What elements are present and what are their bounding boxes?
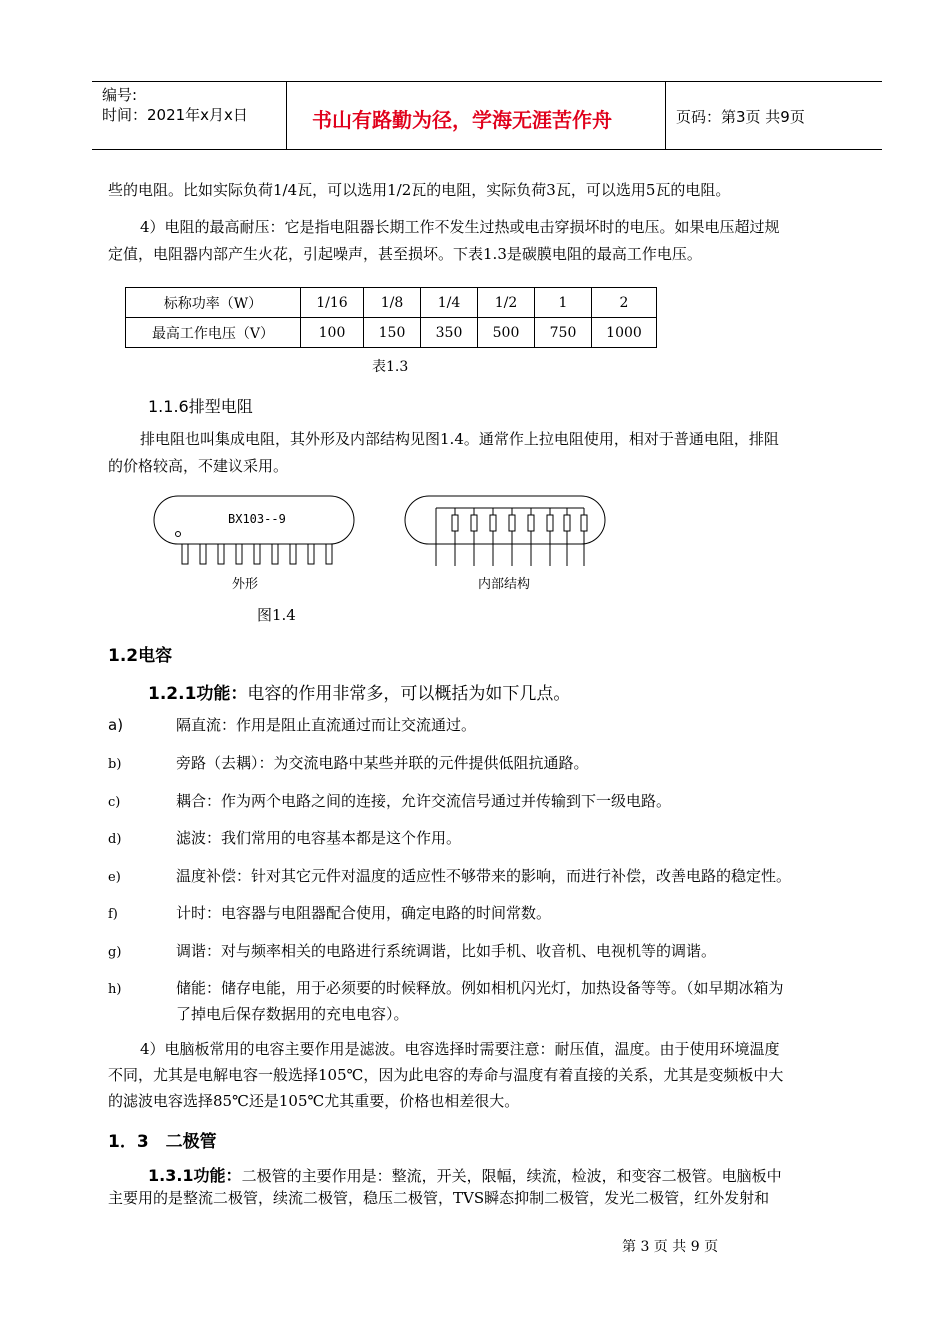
paragraph-4-line-3: 的滤波电容选择85℃还是105℃尤其重要，价格也相差很大。	[108, 1092, 520, 1110]
header-bottom-rule	[92, 149, 882, 150]
internal-resistors	[436, 508, 587, 566]
paragraph-4-line-1: 4）电脑板常用的电容主要作用是滤波。电容选择时需要注意：耐压值，温度。由于使用环境温度	[140, 1040, 780, 1058]
list-item: c) 耦合：作为两个电路之间的连接，允许交流信号通过并传输到下一级电路。	[108, 792, 672, 810]
header-motto: 书山有路勤为径，学海无涯苦作舟	[312, 108, 612, 132]
chip-label: BX103--9	[228, 512, 286, 526]
paragraph-2-line-1: 4）电阻的最高耐压：它是指电阻器长期工作不发生过热或电击穿损坏时的电压。如果电压超过规	[140, 218, 780, 236]
list-item: d) 滤波：我们常用的电容基本都是这个作用。	[108, 829, 462, 847]
heading-1-2-1	[148, 679, 570, 704]
table-cell: 1	[535, 288, 592, 318]
header-top-rule	[92, 81, 882, 82]
list-item-continuation: 了掉电后保存数据用的充电电容）。	[176, 1005, 409, 1023]
table-row	[126, 318, 657, 348]
heading-1-2-1-bold: 1.2.1功能：	[148, 684, 248, 704]
header-serial-label: 编号:	[102, 86, 138, 104]
table-cell: 1/8	[364, 288, 421, 318]
header-divider-right	[665, 81, 666, 149]
table-cell: 标称功率（W）	[126, 288, 301, 318]
table-cell: 最高工作电压（V）	[126, 318, 301, 348]
heading-1-2-1-text: 电容的作用非常多，可以概括为如下几点。	[247, 684, 571, 704]
list-item: b) 旁路（去耦）：为交流电路中某些并联的元件提供低阻抗通路。	[108, 754, 589, 772]
paragraph-2-line-2: 定值，电阻器内部产生火花，引起噪声，甚至损坏。下表1.3是碳膜电阻的最高工作电压。	[108, 245, 702, 263]
voltage-table	[125, 287, 657, 348]
list-item: h) 储能：储存电能，用于必须要的时候释放。例如相机闪光灯，加热设备等等。（如早期冰箱为	[108, 979, 784, 997]
table-cell: 2	[592, 288, 657, 318]
header-page-label: 页码：第3页 共9页	[676, 108, 805, 126]
heading-1-3-1-text: 二极管的主要作用是：整流，开关，限幅，续流，检波，和变容二极管。电脑板中	[241, 1167, 782, 1185]
paragraph-4-line-2: 不同，尤其是电解电容一般选择105℃，因为此电容的寿命与温度有着直接的关系，尤其是变频板中大	[108, 1066, 784, 1084]
paragraph-1: 些的电阻。比如实际负荷1/4瓦，可以选用1/2瓦的电阻，实际负荷3瓦，可以选用5瓦的电阻。	[108, 181, 731, 199]
table-cell: 1/2	[478, 288, 535, 318]
package-pins	[182, 544, 332, 564]
header-divider-left	[286, 81, 287, 149]
heading-1-3-1-bold: 1.3.1功能：	[148, 1166, 242, 1185]
table-cell: 100	[301, 318, 364, 348]
table-cell: 1/4	[421, 288, 478, 318]
right-caption: 内部结构	[478, 577, 531, 592]
pin1-dot	[176, 532, 181, 537]
list-item: a) 隔直流：作用是阻止直流通过而让交流通过。	[108, 716, 477, 734]
table-cell: 350	[421, 318, 478, 348]
list-item: e) 温度补偿：针对其它元件对温度的适应性不够带来的影响，而进行补偿，改善电路的稳定性。	[108, 867, 792, 885]
table-row	[126, 288, 657, 318]
footer-page-number: 第 3 页 共 9 页	[622, 1239, 719, 1255]
internal-outline	[405, 496, 605, 544]
paragraph-3-line-1: 排电阻也叫集成电阻，其外形及内部结构见图1.4。通常作上拉电阻使用，相对于普通电阻，排阻	[140, 430, 779, 448]
figure-caption: 图1.4	[257, 606, 296, 624]
section-heading-1-3: 1．3 二极管	[108, 1132, 217, 1152]
table-cell: 500	[478, 318, 535, 348]
list-item: f) 计时：电容器与电阻器配合使用，确定电路的时间常数。	[108, 904, 552, 922]
table-cell: 1/16	[301, 288, 364, 318]
paragraph-5-line-2: 主要用的是整流二极管，续流二极管，稳压二极管，TVS瞬态抑制二极管，发光二极管，红外发射和	[108, 1189, 770, 1207]
table-cell: 150	[364, 318, 421, 348]
paragraph-3-line-2: 的价格较高，不建议采用。	[108, 457, 289, 475]
table-cell: 750	[535, 318, 592, 348]
header-time-label: 时间：2021年x月x日	[102, 106, 248, 124]
table-cell: 1000	[592, 318, 657, 348]
left-caption: 外形	[232, 577, 259, 592]
table-caption: 表1.3	[372, 359, 409, 375]
list-item: g) 调谐：对与频率相关的电路进行系统调谐，比如手机、收音机、电视机等的调谐。	[108, 942, 717, 960]
section-heading-1-1-6: 1.1.6排型电阻	[148, 397, 253, 416]
figure-resistor-network	[140, 488, 620, 598]
section-heading-1-2: 1.2电容	[108, 646, 173, 666]
